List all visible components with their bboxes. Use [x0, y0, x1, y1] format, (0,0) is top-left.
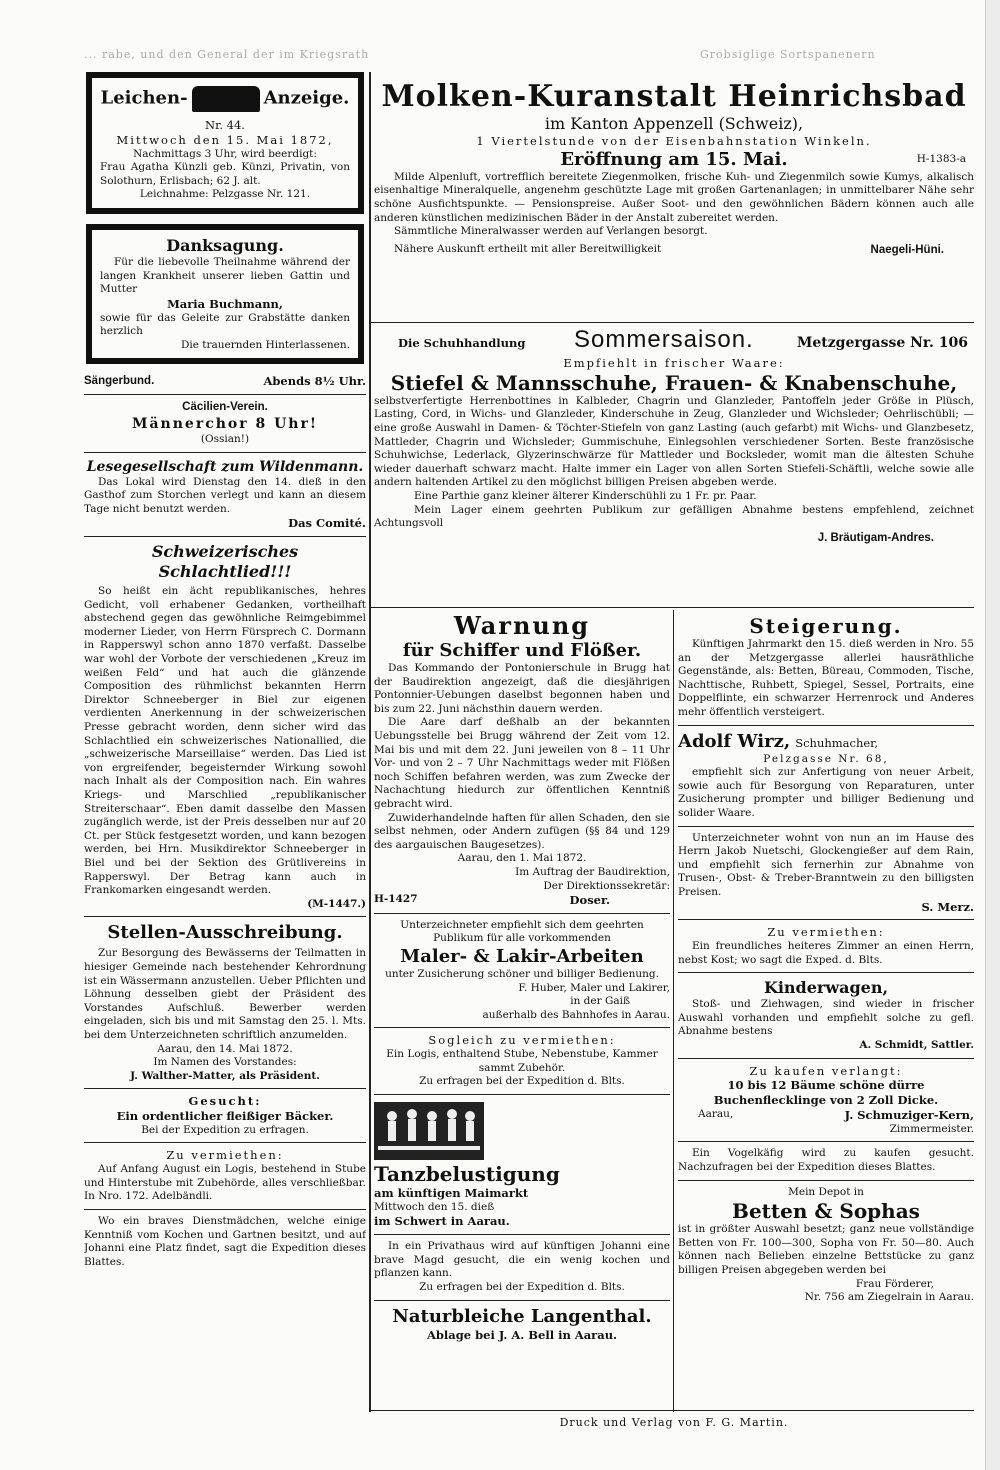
- maler-sign: F. Huber, Maler und Lakirer,: [518, 981, 670, 994]
- sommer-shop: Die Schuhhandlung: [398, 336, 526, 350]
- column-rule-right: [673, 610, 674, 1412]
- leichen-title-right: Anzeige.: [263, 87, 350, 109]
- tanz-title: Tanzbelustigung: [374, 1162, 560, 1187]
- divider: [374, 1027, 670, 1028]
- wirz-address: Pelzgasse Nr. 68,: [763, 752, 889, 765]
- warnung-title: Warnung: [453, 611, 591, 640]
- caecilien-title: Cäcilien-Verein.: [182, 401, 268, 414]
- molken-auskunft: Nähere Auskunft ertheilt mit aller Bereitwilligkeit: [394, 242, 662, 255]
- kaufen-sign: J. Schmuziger-Kern,: [844, 1108, 974, 1123]
- kaufen-trade: Zimmermeister.: [889, 1122, 974, 1135]
- betten-sign1: Frau Förderer,: [855, 1277, 934, 1290]
- sommer-empfiehlt: Empfiehlt in frischer Waare:: [563, 356, 785, 370]
- coffin-ornament-icon: [192, 86, 260, 112]
- stellen-sign2: J. Walther-Matter, als Präsident.: [130, 1069, 320, 1082]
- betten-sign2: Nr. 756 am Ziegelrain in Aarau.: [804, 1291, 974, 1304]
- molken-sign: Naegeli-Hüni.: [870, 243, 944, 256]
- danksagung: [86, 224, 364, 364]
- saengerbund-time: Abends 8½ Uhr.: [263, 374, 366, 389]
- maler-addr2: außerhalb des Bahnhofes in Aarau.: [482, 1008, 670, 1021]
- divider: [84, 452, 366, 453]
- warnung-sign1: Im Auftrag der Baudirektion,: [515, 865, 670, 878]
- zuverm-body: Auf Anfang August ein Logis, bestehend in Stube und Hinterstube mit Zubehörde, alles verschließbar. In Nro. 172. Adelbändli.: [84, 1163, 366, 1203]
- tanz-date: Mittwoch den 15. dieß: [374, 1200, 495, 1213]
- stellen-body: Zur Besorgung des Bewässerns der Teilmatten in hiesiger Gemeinde nach bestehender Kehrordnung ist ein Wässermann anzustellen. Ueber Pflichten und Löhnung desselben giebt der Präsident des Vorstandes Aufschluß. Bewerber werden eingeladen, sich bis und mit Samstag den 25. l. Mts. bei dem Unterzeichneten schriftlich anzumelden.: [84, 947, 366, 1041]
- bleed-through-text-left: ... rabe, und den General der im Kriegsrath: [84, 48, 370, 61]
- bleed-through-text-right: Grobsiglige Sortspanenern: [700, 48, 876, 61]
- sommer-header: [374, 326, 974, 356]
- divider: [84, 916, 366, 917]
- zimmer-title: Zu vermiethen:: [767, 925, 885, 940]
- steigerung-title: Steigerung.: [749, 614, 903, 638]
- gesucht-body: Ein ordentlicher fleißiger Bäcker.: [116, 1109, 334, 1124]
- molken-mineral: Sämmtliche Mineralwasser werden auf Verlangen besorgt.: [394, 225, 708, 238]
- merz-sign: S. Merz.: [921, 899, 974, 914]
- dienstmaedchen-body: Wo ein braves Dienstmädchen, welche einige Kenntniß vom Kochen und Gartnen besitzt, und auf Johanni eine Platz findet, sagt die Expedition dieses Blattes.: [84, 1215, 366, 1268]
- molken-eroeffnung: Eröffnung am 15. Mai.: [560, 148, 788, 170]
- dance-engraving-icon: [374, 1102, 484, 1160]
- divider: [678, 1180, 974, 1181]
- divider: [678, 919, 974, 920]
- divider: [678, 725, 974, 726]
- schlachtlied-body: So heißt ein ächt republikanisches, hehres Gedicht, voll erhabener Gedanken, vortheilhaft abstechend gegen das gewöhnliche Reimgebimmel moderner Lieder, von Herrn Fürsprech C. Dormann in Rapperswyl schon anno 1870 verfaßt. Dasselbe war wohl der Vorbote der verschiedenen „Kreuz im weißen Feld“ und hat auch die glänzende Composition des rühmlichst bekannten Herrn Direktor Schneeberger in Biel zur eigenen verdienten Anerkennung in der schweizerischen Presse gebracht worden, denn sicher wird das Schlachtlied ein schweizerisches Nationallied, die „schweizerische Marseillaise“ werden. Das Lied ist von ergreifender, begeisternder Wirkung sowohl nach Inhalt als der Composition nach. Ein wahres Kriegs- und Marschlied „republikanischer Streiterschaar“. Eben damit dasselbe den Massen zugänglich werde, ist der Preis desselben nur auf 20 Ct. per Stück festgesetzt worden, und kann bezogen werden, bei Hrn. Musikdirektor Schneeberger in Biel und bei der Sektion des Grütlivereins in Rapperswyl. Der Betrag kann auch in Frankomarken eingesandt werden.: [84, 585, 366, 897]
- kaufen-body: 10 bis 12 Bäume schöne dürre Buchenflecklinge von 2 Zoll Dicke.: [713, 1078, 939, 1108]
- stellen-date: Aarau, den 14. Mai 1872.: [157, 1042, 293, 1055]
- danksagung-signature: Die trauernden Hinterlassenen.: [180, 338, 350, 351]
- kaufen-place: Aarau,: [698, 1108, 734, 1121]
- naturbleiche-title: Naturbleiche Langenthal.: [392, 1305, 652, 1327]
- molken-eroeffnung-row: [374, 149, 974, 171]
- page-edge: [985, 0, 1000, 1470]
- right-sub-column-right: [678, 610, 974, 1410]
- saengerbund: [84, 374, 366, 389]
- vogel-body: Ein Vogelkäfig wird zu kaufen gesucht. Nachzufragen bei der Expedition dieses Blattes.: [678, 1147, 974, 1174]
- zimmer-body: Ein freundliches heiteres Zimmer an einen Herrn, nebst Kost; wo sagt die Exped. d. Blts.: [678, 940, 974, 966]
- warnung-footer: [374, 893, 670, 908]
- naturbleiche-sub: Ablage bei J. A. Bell in Aarau.: [426, 1327, 618, 1342]
- molken-title: Molken-Kuranstalt Heinrichsbad: [381, 79, 967, 114]
- wirz-name: Adolf Wirz,: [678, 730, 791, 752]
- molken-body: Milde Alpenluft, vortrefflich bereitete Ziegenmolken, frische Kuh- und Ziegenmilch sowie Kumys, alkalisch eisenhaltige Mineralquelle, angenehm geschützte Lage mit großen Gartenanlagen; in unmittelbarer Nähe sehr schöne Ausfichtspunkte. — Pensionspreise. Außer Soot- und den gewöhnlichen Bädern können auch alle anderen künstlichen medizinischen Bäder in der Anstalt zubereitet werden.: [374, 170, 974, 224]
- magd-body: In ein Privathaus wird auf künftigen Johanni eine brave Magd gesucht, die ein wenig kochen und pflanzen kann.: [374, 1240, 670, 1280]
- molken-location: 1 Viertelstunde von der Eisenbahnstation Winkeln.: [476, 134, 872, 148]
- zuverm-title: Zu vermiethen:: [166, 1148, 284, 1163]
- rule-footer: [370, 1410, 974, 1411]
- divider: [678, 972, 974, 973]
- danksagung-title: Danksagung.: [166, 235, 284, 255]
- divider: [84, 394, 366, 395]
- divider: [84, 1142, 366, 1143]
- betten-body: ist in größter Auswahl besetzt; ganz neue vollständige Betten von Fr. 100—300, Sopha von Fr. 50—80. Auch können nach Belieben einzelne Bettstücke zu ganz billigen Preisen abgegeben werden bei: [678, 1223, 974, 1276]
- sommer-title: Sommersaison.: [574, 326, 754, 353]
- molken-sub: im Kanton Appenzell (Schweiz),: [544, 114, 804, 133]
- schlachtlied-title: Schweizerisches Schlachtlied!!!: [151, 542, 299, 582]
- molken-footer: [374, 243, 974, 258]
- kaufen-title: Zu kaufen verlangt:: [749, 1063, 903, 1078]
- sommer-body: selbstverfertigte Herrenbottines in Kalbleder, Chagrin und Glanzleder, Pantoffeln jeder Größe in Plüsch, Lasting, Cord, in Wichs- und Glanzleder, Kinderschuhe in Zeug, Glanzleder und Wichsleder; Oehrlischübli; — eine große Auswahl in Damen- & Töchter-Stiefeln von ganz Lasting (auch gefarbt) mit Wichs- und Glanzbesetz, Mattleder, Chagrin und Wichsleder; Gummischuhe, Einlegsohlen verschiedener Sorten. Beste französische Schuhwichse, Lederlack, Glyzerinschwärze für Mattleder und Bocksleder, womit man die ältesten Schuhe wieder dauerhaft schwarz macht. Halte immer ein Lager von allen Sorten Stiefeli-Schäftli, welche sowie alle andern haltenden Artikel zu den möglichst billigen Preisen abgeben werde.: [374, 394, 974, 489]
- warnung-code: H-1427: [374, 893, 418, 906]
- divider: [678, 1141, 974, 1142]
- kaufen-footer: [678, 1108, 974, 1123]
- gesucht-ref: Bei der Expedition zu erfragen.: [141, 1123, 309, 1136]
- sommersaison-ad: [374, 326, 974, 546]
- divider: [84, 536, 366, 537]
- sommer-address: Metzgergasse Nr. 106: [796, 335, 968, 351]
- divider: [84, 1088, 366, 1089]
- warnung-sub: für Schiffer und Flößer.: [402, 640, 642, 661]
- sommer-sign: J. Bräutigam-Andres.: [817, 531, 934, 544]
- lesegesellschaft-title: Lesegesellschaft zum Wildenmann.: [86, 458, 364, 475]
- caecilien-note: (Ossian!): [200, 432, 250, 445]
- saengerbund-name: Sängerbund.: [84, 375, 155, 388]
- tanz-sub: am künftigen Maimarkt: [374, 1186, 529, 1201]
- leichen-time: Nachmittags 3 Uhr, wird beerdigt:: [133, 147, 317, 160]
- column-rule: [369, 72, 371, 1412]
- warnung-date: Aarau, den 1. Mai 1872.: [457, 852, 587, 865]
- leichen-title: [100, 86, 350, 112]
- maler-intro: Unterzeichneter empfiehlt sich dem geehrten Publikum für alle vorkommenden: [400, 918, 644, 945]
- leichen-date: Mittwoch den 15. Mai 1872,: [116, 132, 334, 147]
- lesegesellschaft-sign: Das Comité.: [288, 516, 366, 531]
- leichen-number: Nr. 44.: [205, 118, 245, 132]
- lesegesellschaft-body: Das Lokal wird Dienstag den 14. dieß in den Gasthof zum Storchen verlegt und kann an diesem Tage nicht benutzt werden.: [84, 475, 366, 515]
- tanz-ad: [374, 1100, 670, 1229]
- maler-title: Maler- & Lakir-Arbeiten: [400, 946, 644, 968]
- imprint-footer: Druck und Verlag von F. G. Martin.: [559, 1416, 789, 1429]
- steigerung-body: Künftigen Jahrmarkt den 15. dieß werden in Nro. 55 an der Metzgergasse allerlei hausräthliche Gegenstände, als: Betten, Büreau, Commoden, Tische, Nachttische, Ruhbett, Spiegel, Sessel, Portraits, eine Doppelflinte, ein schwarzer Herrenrock und Anderes mehr öffentlich versteigert.: [678, 638, 974, 718]
- merz-body: Unterzeichneter wohnt von nun an im Hause des Herrn Jakob Nuetschi, Glockengießer auf dem Rain, und empfiehlt sich fernerhin zur Abnahme von Trusen-, Obst- & Treber-Branntwein zu den billigsten Preisen.: [678, 831, 974, 898]
- wirz-trade: Schuhmacher,: [795, 735, 879, 750]
- schlachtlied-code: (M-1447.): [307, 897, 366, 910]
- left-column: [84, 72, 366, 1412]
- leichen-title-left: Leichen-: [100, 87, 188, 109]
- kinderwagen-sign: A. Schmidt, Sattler.: [859, 1039, 974, 1052]
- leichen-body: Frau Agatha Künzli geb. Künzi, Privatin, von Solothurn, Erlisbach; 62 J. alt.: [100, 161, 350, 187]
- right-column-top: [374, 72, 974, 607]
- molken-code: H-1383-a: [916, 152, 966, 165]
- warnung-body1: Das Kommando der Pontonierschule in Brugg hat der Baudirektion angezeigt, daß die diesjährigen Pontonnier-Uebungen daselbst begonnen haben und bis zum 22. Juni nächsthin dauern werden.: [374, 662, 670, 715]
- sogleich-body: Ein Logis, enthaltend Stube, Nebenstube, Kammer sammt Zubehör.: [386, 1048, 658, 1074]
- danksagung-body1: Für die liebevolle Theilnahme während der langen Krankheit unserer lieben Gattin und Mutter: [100, 255, 350, 296]
- maler-body: unter Zusicherung schöner und billiger Bedienung.: [385, 968, 659, 981]
- danksagung-name: Maria Buchmann,: [167, 296, 283, 311]
- sommer-partie: Eine Parthie ganz kleiner älterer Kinderschühli zu 1 Fr. pr. Paar.: [414, 489, 757, 502]
- sogleich-title: Sogleich zu vermiethen:: [428, 1033, 616, 1048]
- rule-after-sommer: [370, 607, 974, 608]
- warnung-sign2: Der Direktionssekretär:: [543, 879, 670, 892]
- stellen-sign1: Im Namen des Vorstandes:: [153, 1056, 297, 1069]
- warnung-sign3: Doser.: [569, 893, 610, 908]
- danksagung-body2: sowie für das Geleite zur Grabstätte danken herzlich: [100, 311, 350, 338]
- divider: [374, 1300, 670, 1301]
- warnung-body2: Die Aare darf deßhalb an der bekannten Uebungsstelle bei Brugg während der Zeit vom 12. Mai bis und mit dem 22. Juni jeweilen von 8 – 11 Uhr Vor- und von 2 – 7 Uhr Nachmittags weder mit Flößen noch Schiffen befahren werden, was zum Zwecke der Nachachtung hiedurch zur öffentlichen Kenntniß gebracht wird.: [374, 716, 670, 810]
- maler-addr1: in der Gaiß: [570, 995, 630, 1008]
- kinderwagen-title: Kinderwagen,: [763, 978, 889, 998]
- warnung-body3: Zuwiderhandelnde haften für allen Schaden, den sie selbst nehmen, oder Andern zufügen (§§ 84 und 129 des aargauischen Baugesetzes).: [374, 811, 670, 851]
- kinderwagen-body: Stoß- und Ziehwagen, sind wieder in frischer Auswahl vorhanden und empfiehlt solche zu gefl. Abnahme bestens: [678, 998, 974, 1038]
- tanz-place: im Schwert in Aarau.: [374, 1214, 510, 1229]
- magd-ref: Zu erfragen bei der Expedition d. Blts.: [419, 1281, 625, 1293]
- sogleich-ref: Zu erfragen bei der Expedition d. Blts.: [419, 1075, 625, 1088]
- divider: [374, 1234, 670, 1235]
- sommer-headline: Stiefel & Mannsschuhe, Frauen- & Knabenschuhe,: [390, 370, 958, 395]
- divider: [374, 1094, 670, 1095]
- leichen-leichnahme: Leichnahme: Pelzgasse Nr. 121.: [139, 188, 311, 201]
- betten-intro: Mein Depot in: [788, 1185, 864, 1198]
- caecilien-sub: Männerchor 8 Uhr!: [131, 415, 319, 432]
- stellen-title: Stellen-Ausschreibung.: [107, 922, 343, 944]
- sommer-closing: Mein Lager einem geehrten Publikum zur gefälligen Abnahme bestens empfehlend, zeichnet Achtungsvoll: [374, 503, 974, 530]
- divider: [678, 826, 974, 827]
- divider: [678, 1058, 974, 1059]
- divider: [374, 913, 670, 914]
- divider: [84, 1209, 366, 1210]
- wirz-header: [678, 731, 974, 753]
- leichen-anzeige: [86, 72, 364, 214]
- wirz-body: empfiehlt sich zur Anfertigung von neuer Arbeit, sowie auch für Besorgung von Reparaturen, unter Zusicherung prompter und billiger Bedienung und solider Waare.: [678, 766, 974, 819]
- dancing-figures-illustration: [374, 1102, 484, 1160]
- betten-title: Betten & Sophas: [732, 1199, 920, 1224]
- right-sub-column-left: [374, 610, 670, 1410]
- gesucht-title: Gesucht:: [188, 1094, 262, 1109]
